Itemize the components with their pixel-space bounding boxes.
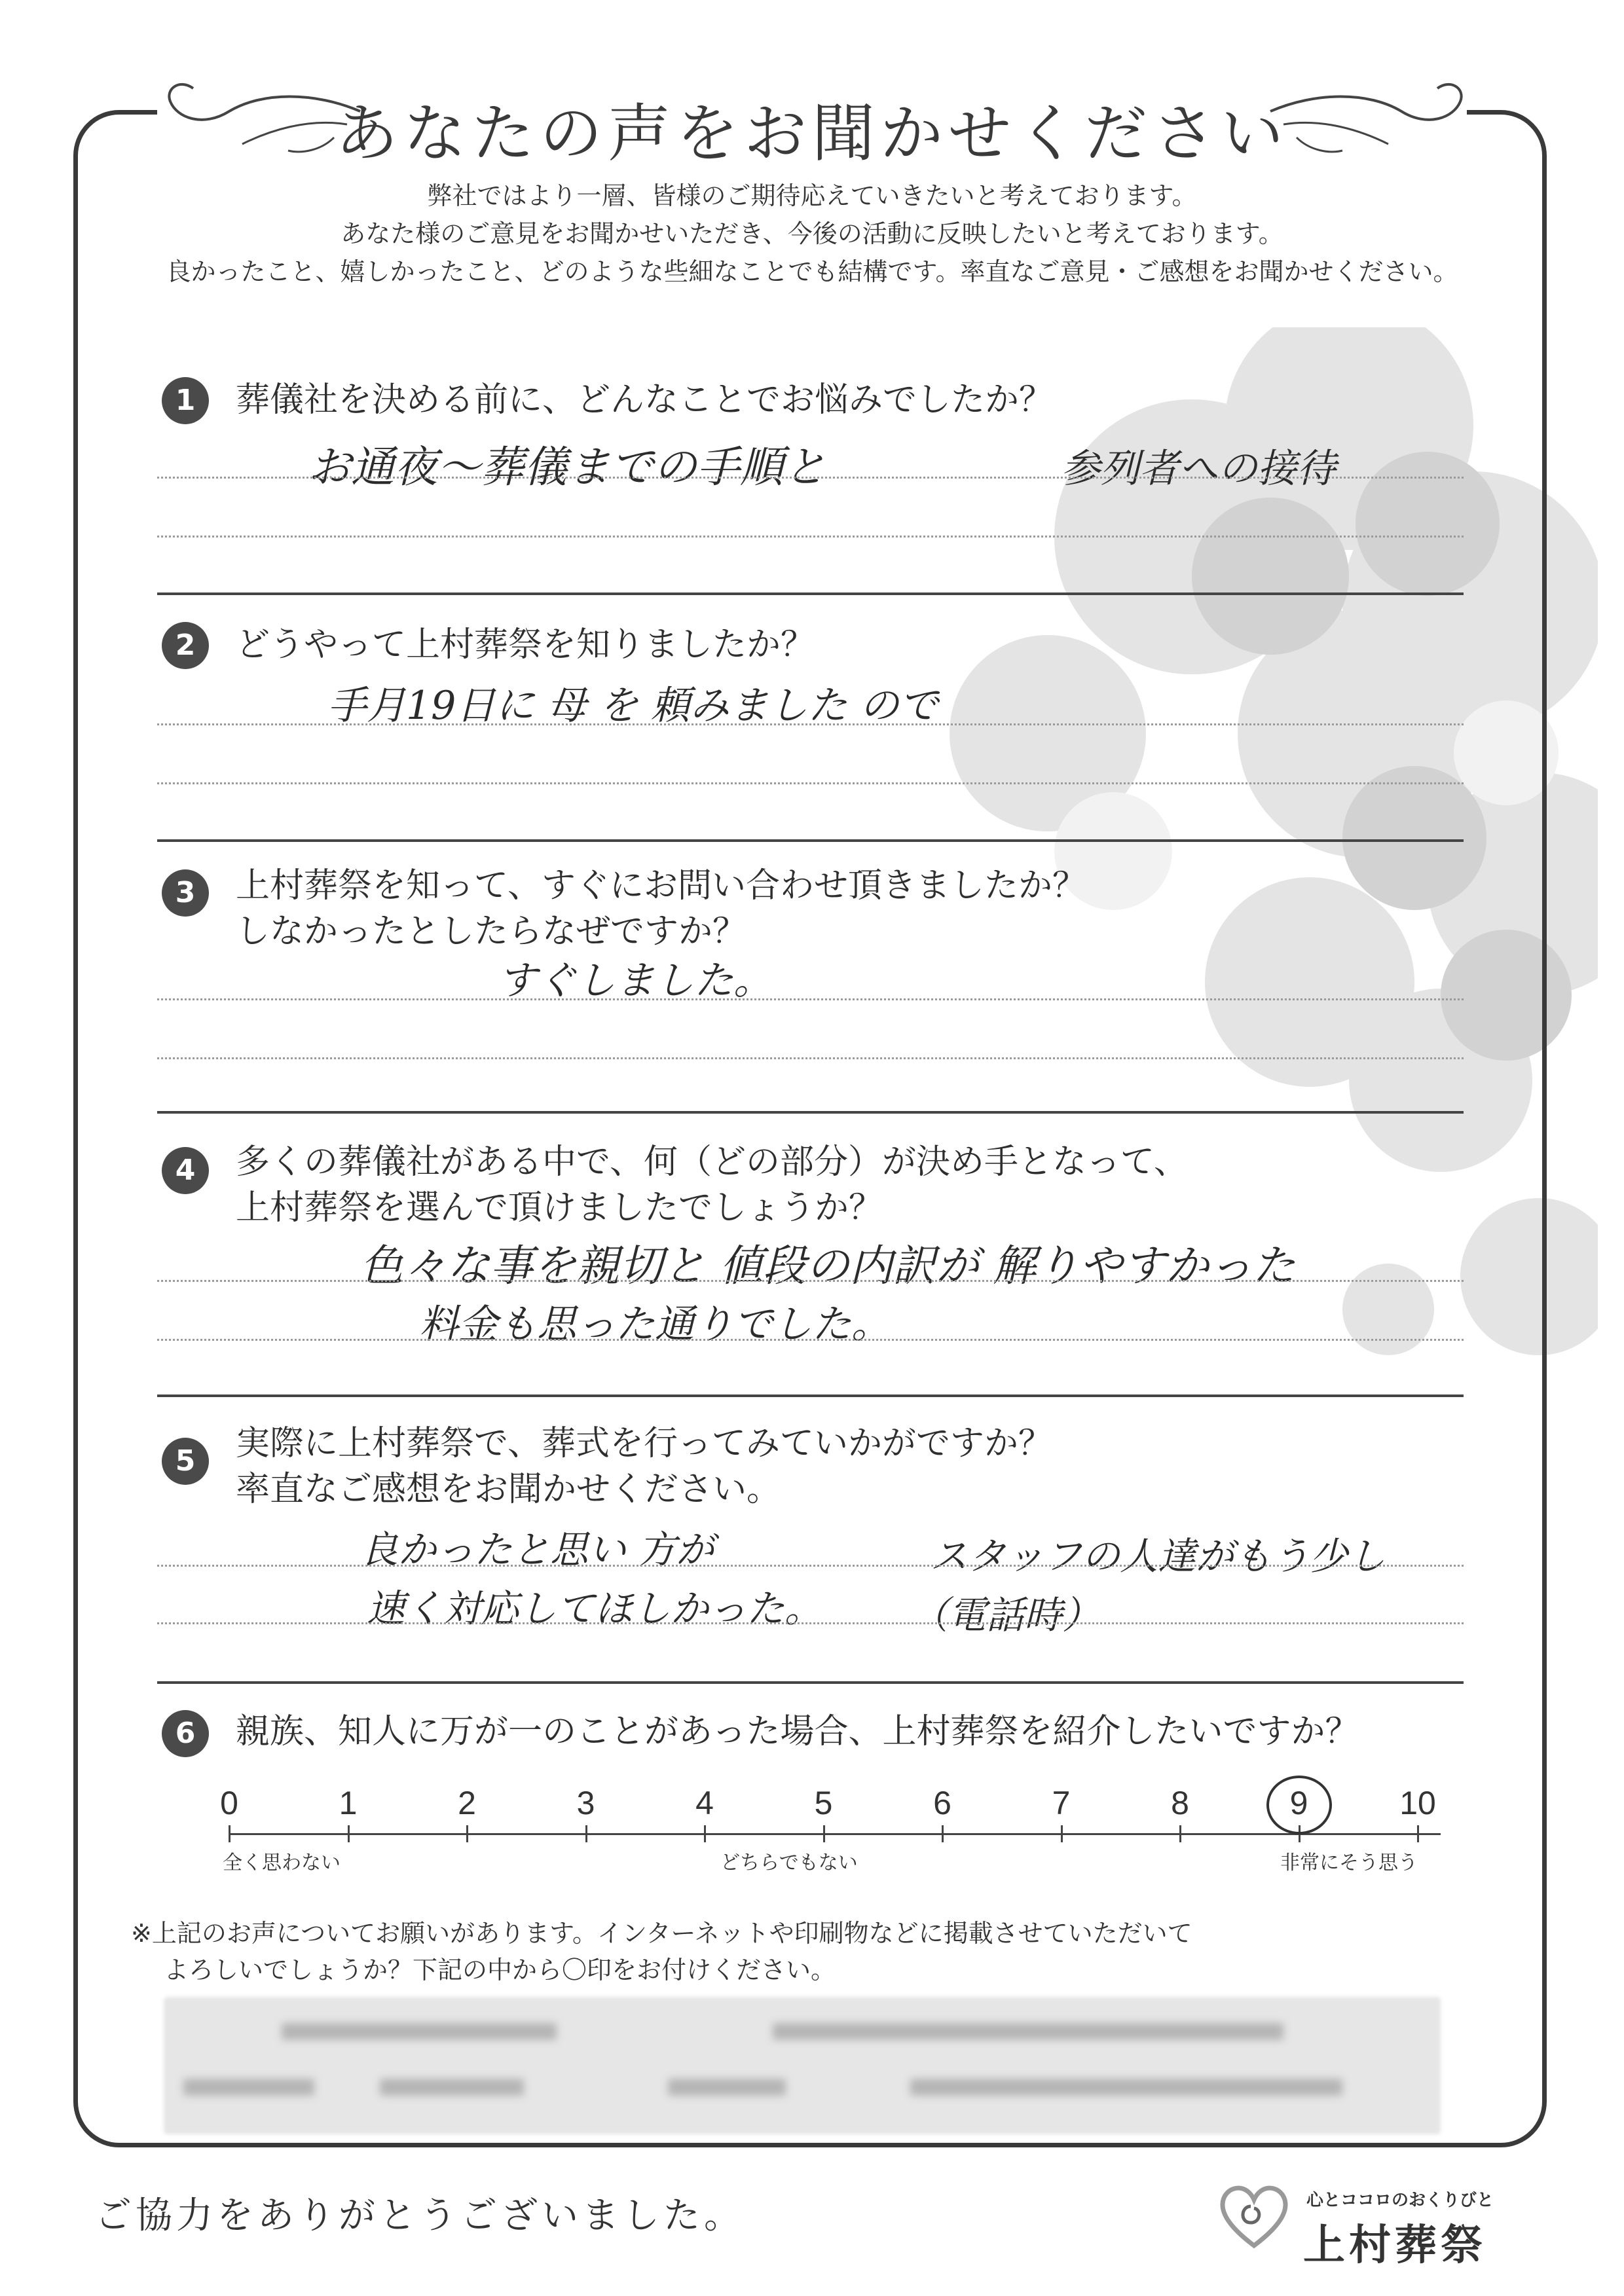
heart-logo-icon bbox=[1215, 2177, 1293, 2255]
answer-5-line: （電話時） bbox=[910, 1593, 1101, 1637]
scale-label-high: 非常にそう思う bbox=[1280, 1851, 1418, 1874]
answer-line bbox=[157, 1339, 1464, 1341]
question-number-badge: 1 bbox=[162, 377, 209, 424]
answer-line bbox=[157, 1057, 1464, 1059]
blurred-text bbox=[773, 2023, 1283, 2040]
section-divider bbox=[157, 592, 1464, 595]
question-5-text: 率直なご感想をお聞かせください。 bbox=[236, 1470, 781, 1509]
scale-tick bbox=[466, 1825, 468, 1842]
thanks-message: ご協力をありがとうございました。 bbox=[95, 2195, 745, 2237]
scale-number: 0 bbox=[220, 1785, 238, 1821]
scale-tick bbox=[823, 1825, 825, 1842]
question-3-text: 上村葬祭を知って、すぐにお問い合わせ頂きましたか？ bbox=[236, 866, 1086, 905]
page-title: あなたの声をお聞かせください bbox=[335, 97, 1289, 170]
section-divider bbox=[157, 1394, 1464, 1397]
blurred-text bbox=[910, 2079, 1342, 2096]
scale-number: 9 bbox=[1289, 1785, 1308, 1821]
question-6-text: 親族、知人に万が一のことがあった場合、上村葬祭を紹介したいですか？ bbox=[236, 1712, 1359, 1751]
answer-4-line: 料金も思った通りでした。 bbox=[419, 1302, 891, 1347]
scale-number: 10 bbox=[1399, 1785, 1436, 1821]
question-number-badge: 4 bbox=[162, 1147, 209, 1194]
answer-line bbox=[157, 1565, 1464, 1567]
intro-line: あなた様のご意見をお聞かせいただき、今後の活動に反映したいと考えております。 bbox=[341, 219, 1283, 248]
answer-line bbox=[157, 477, 1464, 479]
section-divider bbox=[157, 1681, 1464, 1684]
scale-tick bbox=[704, 1825, 706, 1842]
blurred-text bbox=[380, 2079, 524, 2096]
note-line: ※上記のお声についてお願いがあります。インターネットや印刷物などに掲載させていただいて bbox=[131, 1919, 1192, 1948]
note-line: よろしいでしょうか？下記の中から〇印をお付けください。 bbox=[164, 1956, 836, 1984]
answer-line bbox=[157, 723, 1464, 725]
scale-label-mid: どちらでもない bbox=[720, 1851, 858, 1874]
scale-number: 4 bbox=[695, 1785, 714, 1821]
question-4-text: 上村葬祭を選んで頂けましたでしょうか？ bbox=[236, 1188, 883, 1228]
scale-number: 8 bbox=[1171, 1785, 1189, 1821]
answer-1-line: 参列者への接待 bbox=[1061, 446, 1336, 492]
answer-5-line: 速く対応してほしかった。 bbox=[367, 1586, 823, 1631]
answer-line bbox=[157, 1280, 1464, 1282]
answer-1-line: お通夜～葬儀までの手順と bbox=[308, 442, 826, 492]
question-2-text: どうやって上村葬祭を知りましたか？ bbox=[236, 625, 815, 665]
question-number-badge: 5 bbox=[162, 1438, 209, 1485]
scale-number: 1 bbox=[339, 1785, 358, 1821]
scale-tick bbox=[942, 1825, 944, 1842]
section-divider bbox=[157, 839, 1464, 842]
scale-tick bbox=[229, 1825, 231, 1842]
scale-tick bbox=[348, 1825, 350, 1842]
blurred-text bbox=[183, 2079, 314, 2096]
answer-4-line: 色々な事を親切と 値段の内訳が 解りやすかった bbox=[360, 1241, 1295, 1291]
question-number-badge: 3 bbox=[162, 869, 209, 917]
logo-tagline: 心とココロのおくりびと bbox=[1306, 2191, 1494, 2210]
scale-axis-line bbox=[229, 1833, 1441, 1835]
scale-label-low: 全く思わない bbox=[223, 1851, 341, 1874]
scale-number: 5 bbox=[814, 1785, 833, 1821]
scale-number: 2 bbox=[458, 1785, 476, 1821]
scale-tick bbox=[585, 1825, 587, 1842]
question-5-text: 実際に上村葬祭で、葬式を行ってみていかがですか？ bbox=[236, 1424, 1052, 1463]
blurred-text bbox=[668, 2079, 786, 2096]
intro-line: 良かったこと、嬉しかったこと、どのような些細なことでも結構です。率直なご意見・ご感想をお聞かせください。 bbox=[166, 257, 1458, 286]
scale-number: 3 bbox=[576, 1785, 595, 1821]
question-4-text: 多くの葬儀社がある中で、何（どの部分）が決め手となって、 bbox=[236, 1142, 1188, 1182]
blurred-consent-options bbox=[164, 1997, 1441, 2134]
scale-tick bbox=[1179, 1825, 1181, 1842]
scale-number: 7 bbox=[1052, 1785, 1071, 1821]
question-1-text: 葬儀社を決める前に、どんなことでお悩みでしたか？ bbox=[236, 380, 1054, 420]
publication-consent-note bbox=[131, 1915, 1192, 1988]
section-divider bbox=[157, 1111, 1464, 1114]
scale-tick bbox=[1061, 1825, 1063, 1842]
answer-5-line: 良かったと思い 方が bbox=[360, 1527, 714, 1572]
answer-line bbox=[157, 782, 1464, 784]
question-number-badge: 6 bbox=[162, 1710, 209, 1757]
company-logo-name: 上村葬祭 bbox=[1303, 2221, 1486, 2270]
question-number-badge: 2 bbox=[162, 622, 209, 669]
intro-text bbox=[118, 177, 1506, 291]
blurred-text bbox=[282, 2023, 557, 2040]
intro-line: 弊社ではより一層、皆様のご期待応えていきたいと考えております。 bbox=[427, 181, 1197, 210]
answer-5-line: スタッフの人達がもう少し bbox=[930, 1534, 1386, 1578]
answer-2-line: 手月19日に 母 を 頼みました ので bbox=[327, 683, 938, 729]
answer-line bbox=[157, 536, 1464, 538]
selected-score-circle bbox=[1266, 1776, 1332, 1834]
scale-tick bbox=[1417, 1825, 1419, 1842]
scale-number: 6 bbox=[933, 1785, 951, 1821]
question-3-text: しなかったとしたらなぜですか？ bbox=[236, 912, 747, 951]
answer-line bbox=[157, 1622, 1464, 1624]
answer-line bbox=[157, 998, 1464, 1000]
answer-3-line: すぐしました。 bbox=[498, 958, 773, 1004]
